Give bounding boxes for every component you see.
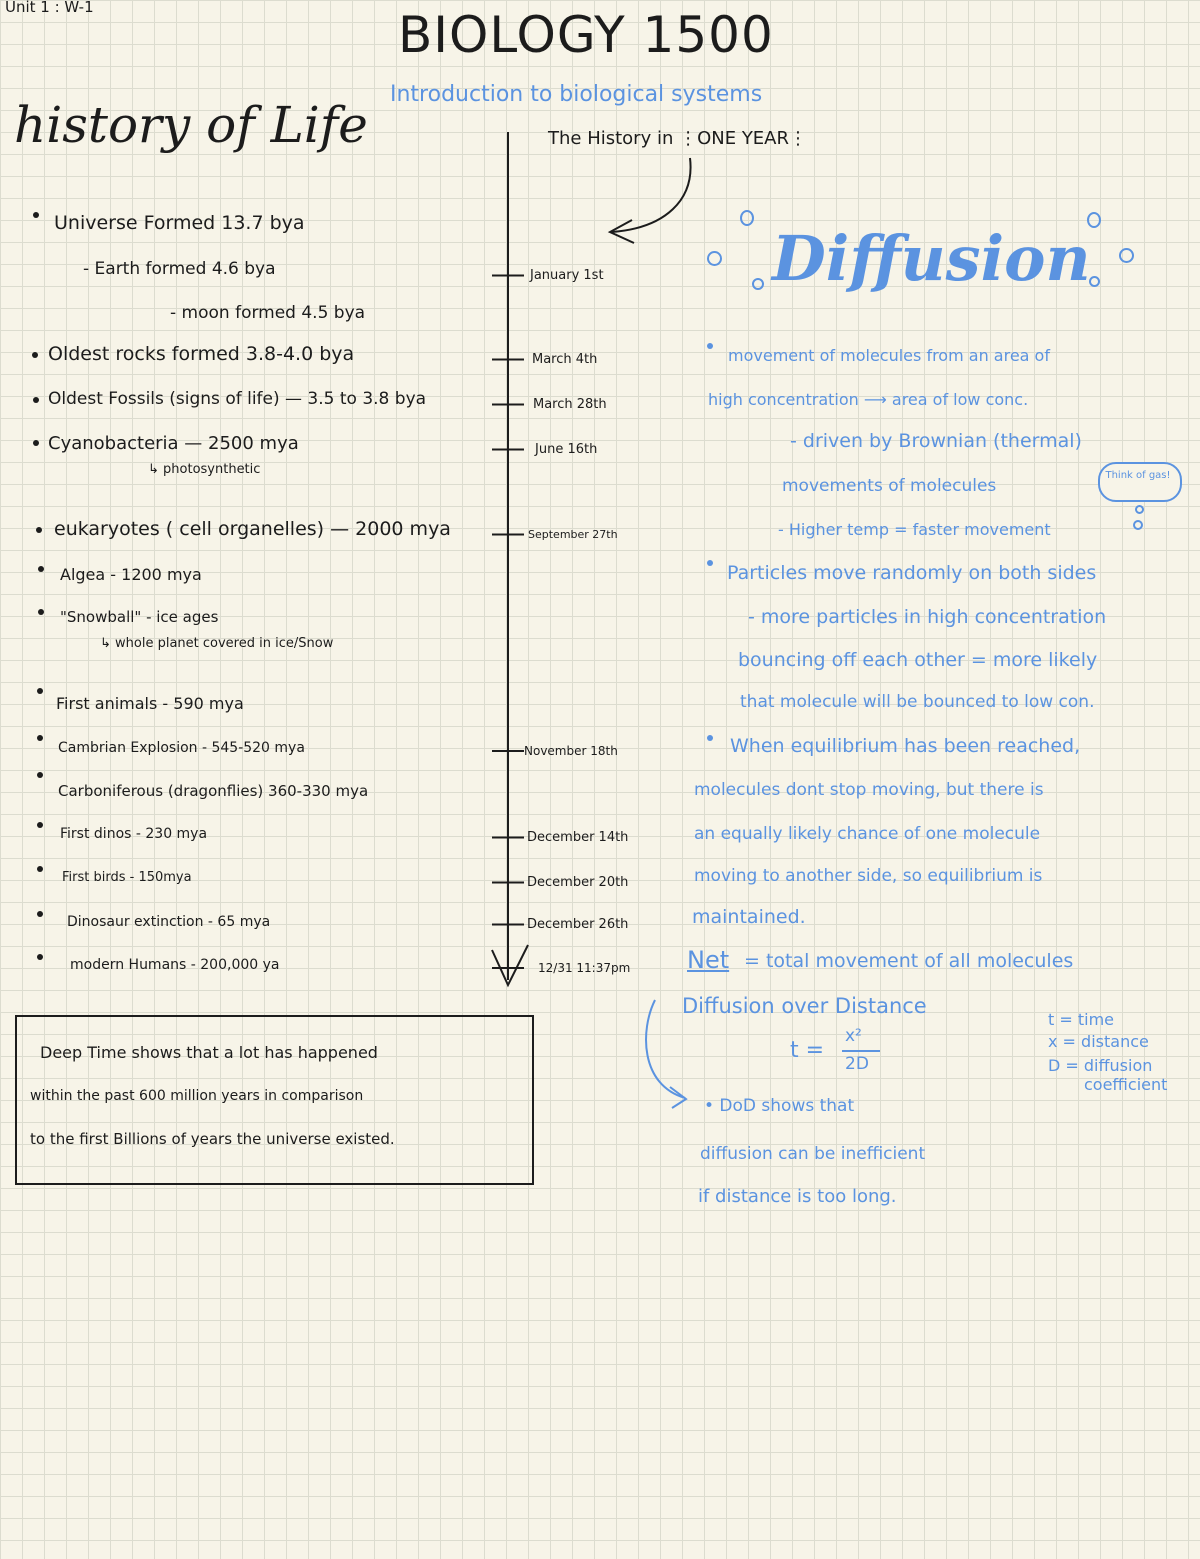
diffusion-title: Diffusion — [772, 222, 1091, 295]
net-definition: = total movement of all molecules — [744, 950, 1074, 972]
timeline-date: September 27th — [528, 528, 618, 541]
bubble-decoration — [707, 251, 722, 266]
dod-arrowhead — [670, 1087, 686, 1108]
diffusion-line: moving to another side, so equilibrium is — [694, 866, 1043, 886]
diffusion-line: an equally likely chance of one molecule — [694, 824, 1041, 844]
bubble-decoration — [1087, 212, 1101, 228]
timeline-date: December 26th — [527, 917, 629, 932]
net-label: Net — [687, 946, 730, 974]
course-subtitle: Introduction to biological systems — [390, 82, 763, 107]
timeline-date: June 16th — [535, 442, 598, 457]
list-item-note: ↳ photosynthetic — [148, 462, 261, 477]
list-item-note: ↳ whole planet covered in ice/Snow — [100, 636, 334, 651]
curved-arrow — [612, 158, 691, 232]
list-item: - moon formed 4.5 bya — [170, 303, 366, 323]
timeline-date: 12/31 11:37pm — [538, 961, 631, 975]
unit-label: Unit 1 : W-1 — [5, 0, 94, 16]
bubble-decoration — [1119, 248, 1134, 263]
formula-legend: coefficient — [1084, 1075, 1168, 1094]
dod-heading: Diffusion over Distance — [682, 994, 927, 1018]
list-item: Carboniferous (dragonflies) 360-330 mya — [58, 782, 369, 800]
timeline-date: January 1st — [530, 268, 604, 283]
deep-time-line: to the first Billions of years the universe existed. — [30, 1130, 395, 1148]
list-item: First birds - 150mya — [62, 870, 192, 885]
diffusion-line: When equilibrium has been reached, — [730, 735, 1081, 757]
diffusion-line: maintained. — [692, 906, 806, 928]
topic-title: history of Life — [14, 96, 368, 154]
list-item: Dinosaur extinction - 65 mya — [67, 914, 271, 930]
timeline-heading: The History in ⋮ONE YEAR⋮ — [548, 128, 808, 149]
course-title: BIOLOGY 1500 — [398, 6, 774, 64]
think-cloud-text: Think of gas! — [1105, 470, 1171, 481]
deep-time-line: Deep Time shows that a lot has happened — [40, 1043, 378, 1062]
timeline-date: November 18th — [524, 744, 618, 758]
formula-legend: t = time — [1048, 1010, 1114, 1029]
dod-line: if distance is too long. — [698, 1186, 897, 1207]
bullet-dot — [707, 343, 713, 349]
dod-line: diffusion can be inefficient — [700, 1144, 926, 1164]
dod-line: • DoD shows that — [704, 1096, 855, 1116]
timeline-date: December 14th — [527, 830, 629, 845]
diffusion-line: that molecule will be bounced to low con. — [740, 692, 1095, 712]
diffusion-line: - Higher temp = faster movement — [778, 520, 1051, 539]
timeline-date: March 28th — [533, 397, 607, 412]
list-item: Algea - 1200 mya — [60, 565, 202, 584]
list-item: First dinos - 230 mya — [60, 826, 208, 842]
formula-denominator: 2D — [845, 1054, 869, 1074]
diffusion-line: - driven by Brownian (thermal) — [790, 430, 1082, 452]
formula-fraction-bar — [842, 1050, 880, 1052]
timeline-arrowhead — [492, 945, 528, 985]
list-item: Cambrian Explosion - 545-520 mya — [58, 740, 305, 756]
list-item: Oldest Fossils (signs of life) — 3.5 to 3.8 bya — [48, 389, 427, 409]
list-item: "Snowball" - ice ages — [60, 608, 219, 626]
formula-legend: D = diffusion — [1048, 1056, 1153, 1075]
diffusion-line: movements of molecules — [782, 476, 997, 496]
list-item: Cyanobacteria — 2500 mya — [48, 433, 299, 454]
list-item: Universe Formed 13.7 bya — [54, 212, 305, 234]
formula-legend: x = distance — [1048, 1032, 1149, 1051]
bubble-decoration — [1133, 520, 1143, 530]
list-item: modern Humans - 200,000 ya — [70, 957, 280, 973]
list-item: Oldest rocks formed 3.8-4.0 bya — [48, 343, 355, 365]
timeline-date: March 4th — [532, 352, 598, 367]
diffusion-line: Particles move randomly on both sides — [727, 562, 1097, 584]
formula-numerator: x² — [845, 1026, 862, 1046]
diffusion-line: - more particles in high concentration — [748, 606, 1107, 628]
formula-lhs: t = — [790, 1038, 825, 1063]
deep-time-line: within the past 600 million years in comparison — [30, 1088, 364, 1104]
bubble-decoration — [1135, 505, 1144, 514]
list-item: eukaryotes ( cell organelles) — 2000 mya — [54, 518, 451, 540]
bubble-decoration — [740, 210, 754, 226]
bullet-dot — [707, 735, 713, 741]
list-item: First animals - 590 mya — [56, 694, 244, 713]
bubble-decoration — [752, 278, 764, 290]
dod-arrow — [646, 1000, 685, 1098]
diffusion-line: movement of molecules from an area of — [728, 346, 1050, 365]
bullet-dot — [707, 560, 713, 566]
list-item: - Earth formed 4.6 bya — [83, 259, 276, 279]
timeline-date: December 20th — [527, 875, 629, 890]
bubble-decoration — [1089, 276, 1100, 287]
diffusion-line: bouncing off each other = more likely — [738, 649, 1098, 671]
think-cloud — [1098, 462, 1182, 502]
diffusion-line: high concentration ⟶ area of low conc. — [708, 390, 1029, 409]
diffusion-line: molecules dont stop moving, but there is — [694, 780, 1044, 800]
